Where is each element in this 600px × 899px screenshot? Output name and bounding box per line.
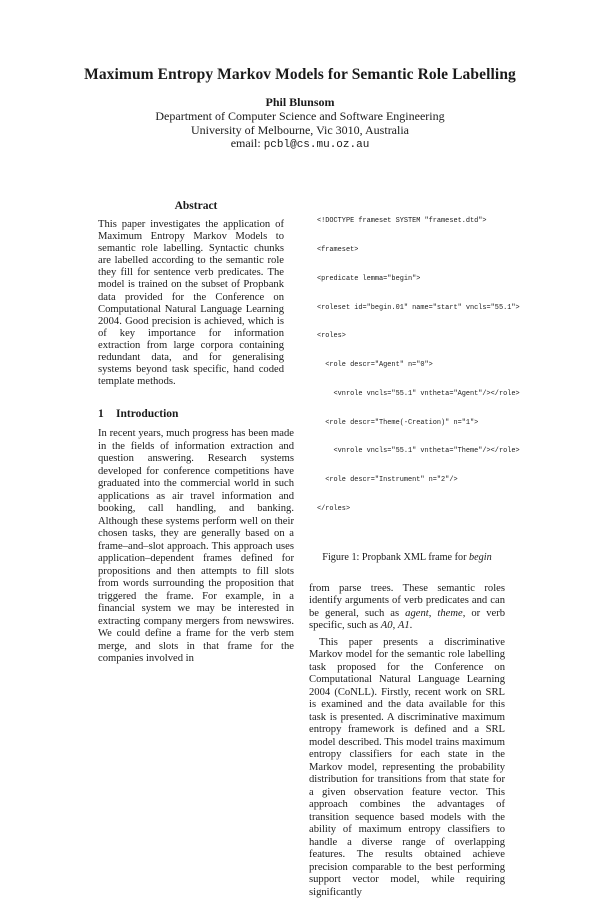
para1-text-b: , or verb specific, such as: [309, 607, 506, 632]
xml-line: <role descr="Theme(-Creation)" n="1">: [317, 418, 479, 427]
caption-prefix: Figure 1: Propbank XML frame for: [322, 551, 467, 563]
xml-line: <roleset id="begin.01" name="start" vncls="55.1">: [317, 303, 520, 312]
xml-line: </roles>: [317, 505, 351, 513]
para1-separator: ,: [392, 620, 396, 632]
email-label: email:: [230, 136, 261, 151]
email-address: pcbl@cs.mu.oz.au: [263, 139, 370, 152]
figure-xml-block: [317, 198, 520, 534]
right-para-1: [309, 583, 505, 633]
intro-section-title: Introduction: [116, 408, 179, 421]
figure-caption: [309, 552, 505, 563]
para1-text-a: from parse trees. These semantic roles identify arguments of verb predicates and can be general, such as: [309, 582, 505, 619]
para1-end: .: [409, 620, 413, 632]
abstract-heading: Abstract: [174, 200, 218, 212]
xml-line: <vnrole vncls="55.1" vntheta="Theme"/></role>: [317, 447, 520, 456]
xml-line: <role descr="Agent" n="0">: [317, 361, 433, 370]
xml-line: <role descr="Instrument" n="2"/>: [317, 476, 458, 485]
xml-line: <vnrole vncls="55.1" vntheta="Agent"/></role>: [317, 389, 520, 398]
xml-line: <frameset>: [317, 245, 359, 254]
para1-separator: ,: [428, 607, 432, 619]
right-column: [309, 198, 520, 899]
xml-line: <!DOCTYPE frameset SYSTEM "frameset.dtd">: [317, 217, 487, 226]
author-name: Phil Blunsom: [265, 95, 335, 109]
author-address: University of Melbourne, Vic 3010, Australia: [190, 122, 410, 137]
intro-text: In recent years, much progress has been made in the fields of information extraction and question answering. Research systems developed for conference competitions have graduated into the commercial world in such applications as air travel information and booking, call handling, and banking. Although these systems perform well on their chosen tasks, they are generally based on a frame–and–slot approach. This approach uses application–dependent frames defined for propositions and then attempts to fill slots from words surrounding the proposition that triggered the frame. For example, in a financial system we may be interested in extracting company mergers from newswires. We could define a frame for the verb stem merge, and slots in that frame for the companies involved in: [98, 428, 294, 665]
intro-heading: [98, 408, 294, 420]
left-column: [98, 200, 294, 666]
paper-title: Maximum Entropy Markov Models for Semantic Role Labelling: [84, 66, 516, 83]
author-block: [0, 96, 600, 153]
para1-term-a1: A1: [397, 620, 410, 632]
para1-term-theme: theme: [437, 607, 463, 619]
author-affiliation: Department of Computer Science and Software Engineering: [155, 108, 445, 123]
xml-line: <roles>: [317, 332, 346, 341]
caption-term: begin: [469, 551, 492, 563]
intro-section-number: 1: [98, 408, 104, 421]
para1-term-agent: agent: [405, 607, 429, 619]
xml-line: <predicate lemma="begin">: [317, 274, 421, 283]
author-email-line: [0, 137, 600, 153]
abstract-text: This paper investigates the application of Maximum Entropy Markov Models to semantic role labelling. Syntactic chunks are labelled according to the semantic role they fill for sentence verb predicates. The model is trained on the subset of Propbank data provided for the Conference on Computational Natural Language Learning 2004. Good precision is achieved, which is of key importance for information extraction from large corpora containing redundant data, and for generalising systems beyond task specific, hand coded template methods.: [98, 219, 284, 388]
para1-term-a0: A0: [380, 620, 393, 632]
right-para-2: This paper presents a discriminative Markov model for the semantic role labelling task proposed for the Conference on Computational Natural Language Learning 2004 (CoNLL). Firstly, recent work on SRL is examined and the data available for this task is presented. A discriminative maximum entropy framework is defined and a SRL model described. This model trains maximum entropy classifiers for each state in the Markov model, representing the probability distribution for transitions from that state for a given observation feature vector. This approach combines the advantages of transition sequence based models with the ability of maximum entropy classifiers to handle a diverse range of overlapping features. The results obtained achieve precision comparable to the best performing support vector model, while requiring significantly: [309, 636, 505, 898]
